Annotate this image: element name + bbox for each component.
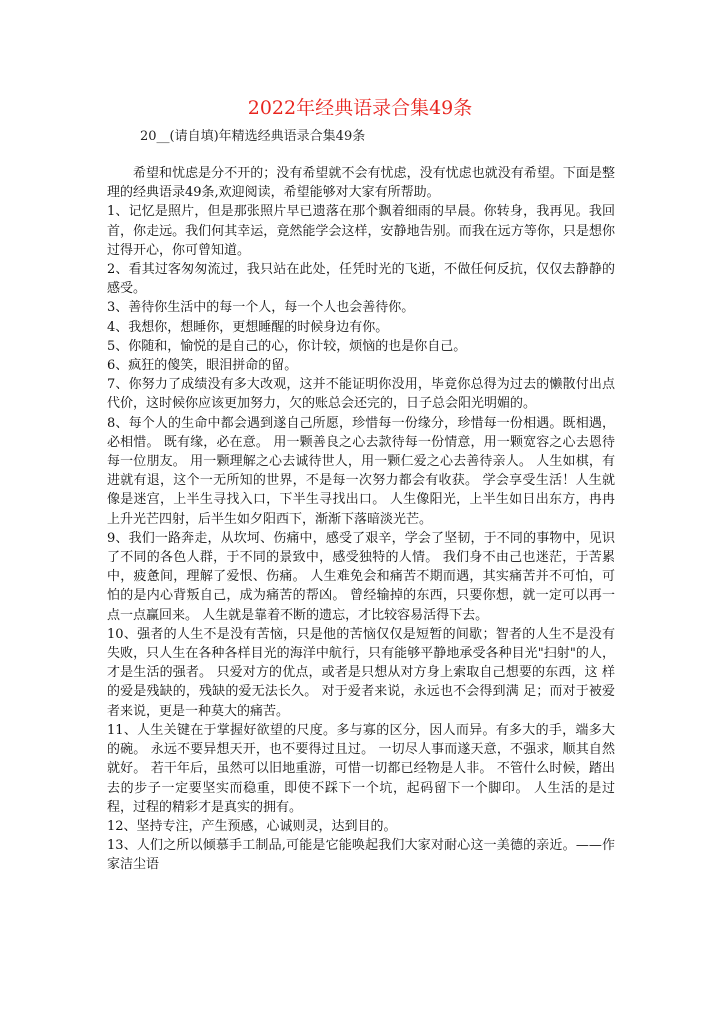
quote-item-4: 4、我想你，想睡你，更想睡醒的时候身边有你。 bbox=[107, 319, 389, 335]
document-title: 2022年经典语录合集49条 bbox=[247, 97, 473, 119]
quote-item-7: 7、你努力了成绩没有多大改观，这并不能证明你没用，毕竟你总得为过去的懒散付出点代价，这时候你应该更加努力，欠的账总会还完的，日子总会阳光明媚的。 bbox=[107, 377, 615, 412]
quote-item-13: 13、人们之所以倾慕手工制品,可能是它能唤起我们大家对耐心这一美德的亲近。——作家洁尘语 bbox=[107, 838, 615, 873]
document-body bbox=[107, 164, 615, 875]
quote-item-12: 12、坚持专注，产生预感，心诚则灵，达到目的。 bbox=[107, 818, 397, 834]
quote-item-3: 3、善待你生活中的每一个人，每一个人也会善待你。 bbox=[107, 300, 415, 316]
quote-item-5: 5、你随和，愉悦的是自己的心，你计较，烦恼的也是你自己。 bbox=[107, 338, 467, 354]
quote-item-9: 9、我们一路奔走，从坎坷、伤痛中，感受了艰辛，学会了坚韧，于不同的事物中，见识了不同的各色人群，于不同的景致中，感受独特的人情。 我们身不由己也迷茫，于苦累中，疲惫间，理解了爱恨、伤痛。 人生难免会和痛苦不期而遇，其实痛苦并不可怕，可怕的是内心背叛自己，成为痛苦的帮凶。 曾经输掉的东西，只要你想，就一定可以再一点一点赢回来。 人生就是靠着不断的遗忘，才比较容易活得下去。 bbox=[107, 530, 615, 623]
quote-item-10: 10、强者的人生不是没有苦恼，只是他的苦恼仅仅是短暂的间歇；智者的人生不是没有失败，只人生在各种各样目光的海洋中航行，只有能够平静地承受各种目光"扫射"的人，才是生活的强者。 只爱对方的优点，或者是只想从对方身上索取自己想要的东西，这 样的爱是残缺的，残缺的爱无法长久。 对于爱者来说，永远也不会得到满 足；而对于被爱者来说，更是一种莫大的痛苦。 bbox=[107, 626, 615, 719]
quote-item-8: 8、每个人的生命中都会遇到遂自己所愿，珍惜每一份缘分，珍惜每一份相遇。既相遇，必相惜。 既有缘，必在意。 用一颗善良之心去款待每一份情意，用一颗宽容之心去恩待每一位朋友。 用一颗理解之心去诚待世人，用一颗仁爱之心去善待亲人。 人生如棋，有进就有退，这个一无所知的世界，不是每一次努力都会有收获。 学会享受生活！人生就像是迷宫，上半生寻找入口，下半生寻找出口。 人生像阳光，上半生如日出东方，冉冉上升光芒四射，后半生如夕阳西下，渐渐下落暗淡光芒。 bbox=[107, 415, 615, 527]
document-subtitle: 20__(请自填)年精选经典语录合集49条 bbox=[140, 129, 366, 144]
quote-item-2: 2、看其过客匆匆流过，我只站在此处，任凭时光的飞逝，不做任何反抗，仅仅去静静的感受。 bbox=[107, 262, 615, 297]
quote-item-1: 1、记忆是照片，但是那张照片早已遗落在那个飘着细雨的早晨。你转身，我再见。我回首，你走远。我们何其幸运，竟然能学会这样，安静地告别。而我在远方等你，只是想你过得开心，你可曾知道。 bbox=[107, 204, 615, 258]
quote-item-11: 11、人生关键在于掌握好欲望的尺度。多与寡的区分，因人而异。有多大的手，端多大的碗。 永远不要异想天开，也不要得过且过。 一切尽人事而遂天意，不强求，顺其自然就好。 若干年后，虽然可以旧地重游，可惜一切都已经物是人非。 不管什么时候，踏出去的步子一定要坚实而稳重，即使不踩下一个坑，起码留下一个脚印。 人生活的是过程，过程的精彩才是真实的拥有。 bbox=[107, 722, 615, 815]
intro-paragraph: 希望和忧虑是分不开的；没有希望就不会有忧虑，没有忧虑也就没有希望。下面是整理的经典语录49条,欢迎阅读，希望能够对大家有所帮助。 bbox=[107, 166, 615, 201]
quote-item-6: 6、疯狂的傻笑，眼泪拼命的留。 bbox=[107, 358, 298, 374]
